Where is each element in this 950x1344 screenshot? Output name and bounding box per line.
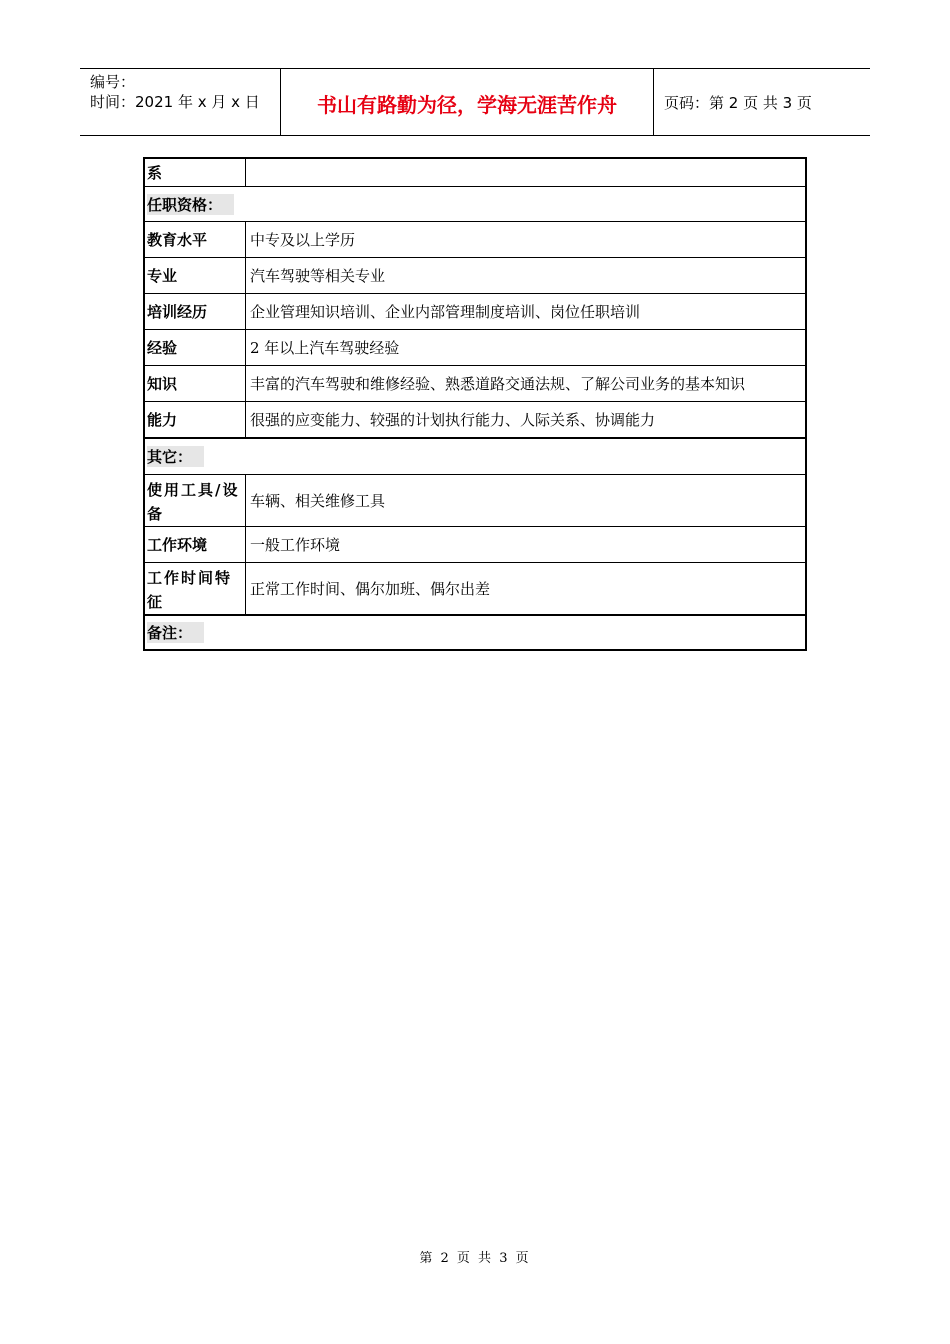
row-value	[246, 159, 805, 186]
other-section-header	[145, 437, 805, 474]
table-row	[145, 526, 805, 562]
row-label: 培训经历	[145, 294, 246, 329]
table-row	[145, 365, 805, 401]
row-label: 教育水平	[145, 222, 246, 257]
row-label: 知识	[145, 366, 246, 401]
section-title: 任职资格：	[147, 194, 234, 215]
header-slogan: 书山有路勤为径，学海无涯苦作舟	[281, 69, 654, 135]
table-row	[145, 257, 805, 293]
row-label: 工作时间特征	[145, 563, 246, 614]
row-value: 一般工作环境	[250, 536, 341, 554]
row-value: 正常工作时间、偶尔加班、偶尔出差	[250, 580, 491, 598]
page-footer: 第 2 页 共 3 页	[419, 1251, 531, 1266]
table-row	[145, 474, 805, 526]
row-label: 经验	[145, 330, 246, 365]
header-page-label: 页码：第 2 页 共 3 页	[664, 93, 812, 112]
row-value: 2 年以上汽车驾驶经验	[250, 339, 400, 357]
remark-section	[145, 614, 805, 649]
row-value: 中专及以上学历	[250, 231, 356, 249]
row-label: 系	[145, 159, 246, 186]
row-value: 很强的应变能力、较强的计划执行能力、人际关系、协调能力	[250, 411, 656, 429]
section-title: 备注：	[147, 622, 204, 643]
table-row	[145, 159, 805, 186]
table-row	[145, 221, 805, 257]
row-value: 丰富的汽车驾驶和维修经验、熟悉道路交通法规、了解公司业务的基本知识	[250, 375, 746, 393]
row-label: 工作环境	[145, 527, 246, 562]
row-value: 企业管理知识培训、企业内部管理制度培训、岗位任职培训	[250, 303, 641, 321]
table-row	[145, 562, 805, 614]
row-label: 使用工具/设备	[145, 475, 246, 526]
row-label: 专业	[145, 258, 246, 293]
page-header	[80, 68, 870, 136]
time-label: 时间：2021 年 x 月 x 日	[90, 93, 260, 111]
job-description-table	[143, 157, 807, 651]
table-row	[145, 401, 805, 437]
header-meta	[80, 69, 281, 135]
table-row	[145, 293, 805, 329]
row-label: 能力	[145, 402, 246, 437]
section-title: 其它：	[147, 446, 204, 467]
table-row	[145, 329, 805, 365]
row-value: 汽车驾驶等相关专业	[250, 267, 386, 285]
row-value: 车辆、相关维修工具	[250, 492, 386, 510]
qualification-section-header	[145, 186, 805, 221]
number-label: 编号：	[90, 73, 136, 91]
